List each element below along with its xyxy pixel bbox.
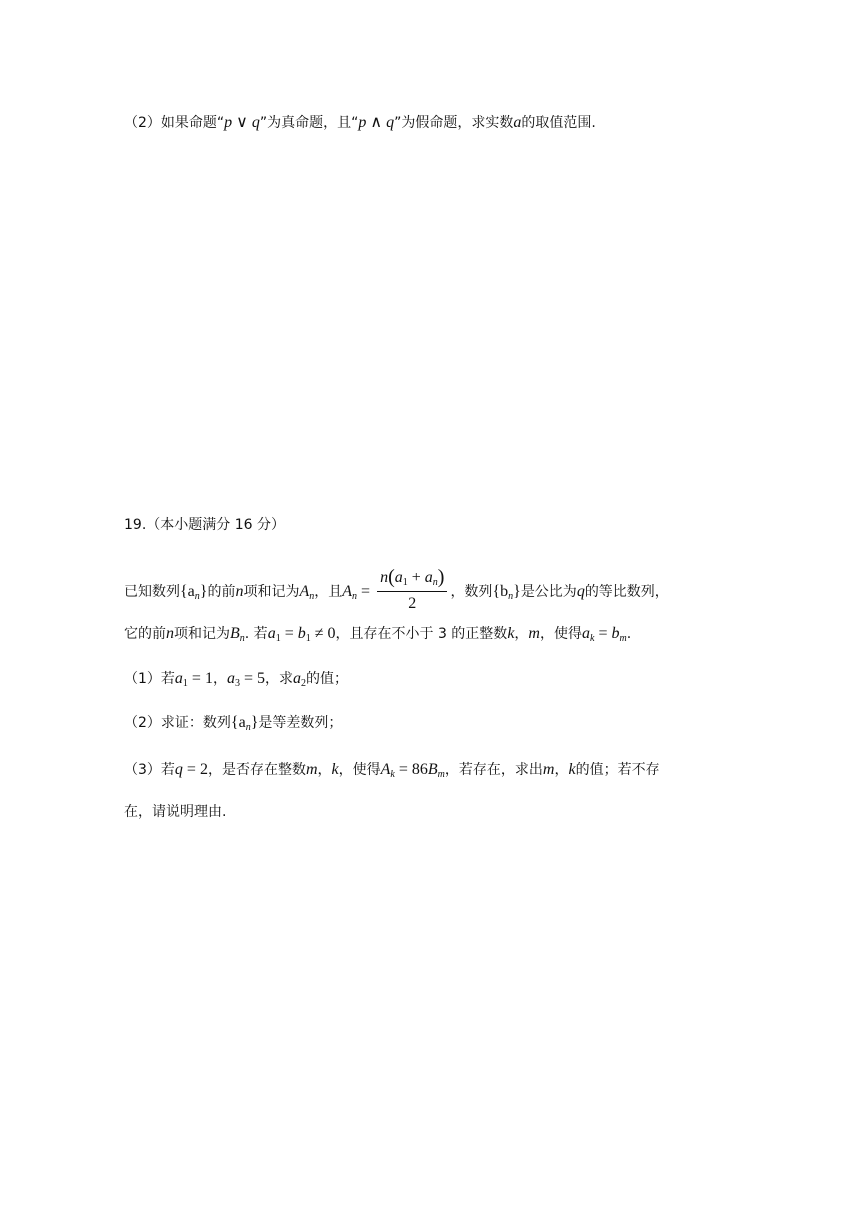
q18-part2-text: （2）如果命题“p ∨ q”为真命题，且“p ∧ q”为假命题，求实数a的取值范围. (124, 114, 596, 131)
q19-part3-continuation: 在，请说明理由. (124, 804, 227, 820)
q19-stem-line2: 它的前n项和记为$B_n$. 若$a_1 = b_1 \ne 0$，且存在不小于 3 的正整数k，m，使得$a_k = b_m$. (124, 625, 632, 644)
q19-stem-line1: 已知数列$\{a_n\}$的前n项和记为$A_n$，且$A_n$ = $\frac{n(a_1 + a_n)}{2}$ ，数列$\{b_n\}$是公比为q的等比数列， (124, 566, 669, 612)
q19-part3: （3）若q = 2，是否存在整数m，k，使得$A_k = 86B_m$，若存在，求出m，k的值；若不存 (124, 761, 660, 780)
math-p-or-q: p ∨ q (224, 114, 260, 131)
q19-part2: （2）求证：数列$\{a_n\}$是等差数列； (124, 714, 343, 733)
fraction-An: $\frac{n(a_1 + a_n)}{2}$ (377, 566, 447, 614)
q19-heading: 19.（本小题满分 16 分） (124, 517, 285, 533)
math-a: a (513, 114, 522, 131)
math-p-and-q: p ∧ q (358, 114, 395, 131)
q19-part1: （1）若$a_1 = 1$，$a_3 = 5$，求$a_2$的值； (124, 670, 348, 689)
